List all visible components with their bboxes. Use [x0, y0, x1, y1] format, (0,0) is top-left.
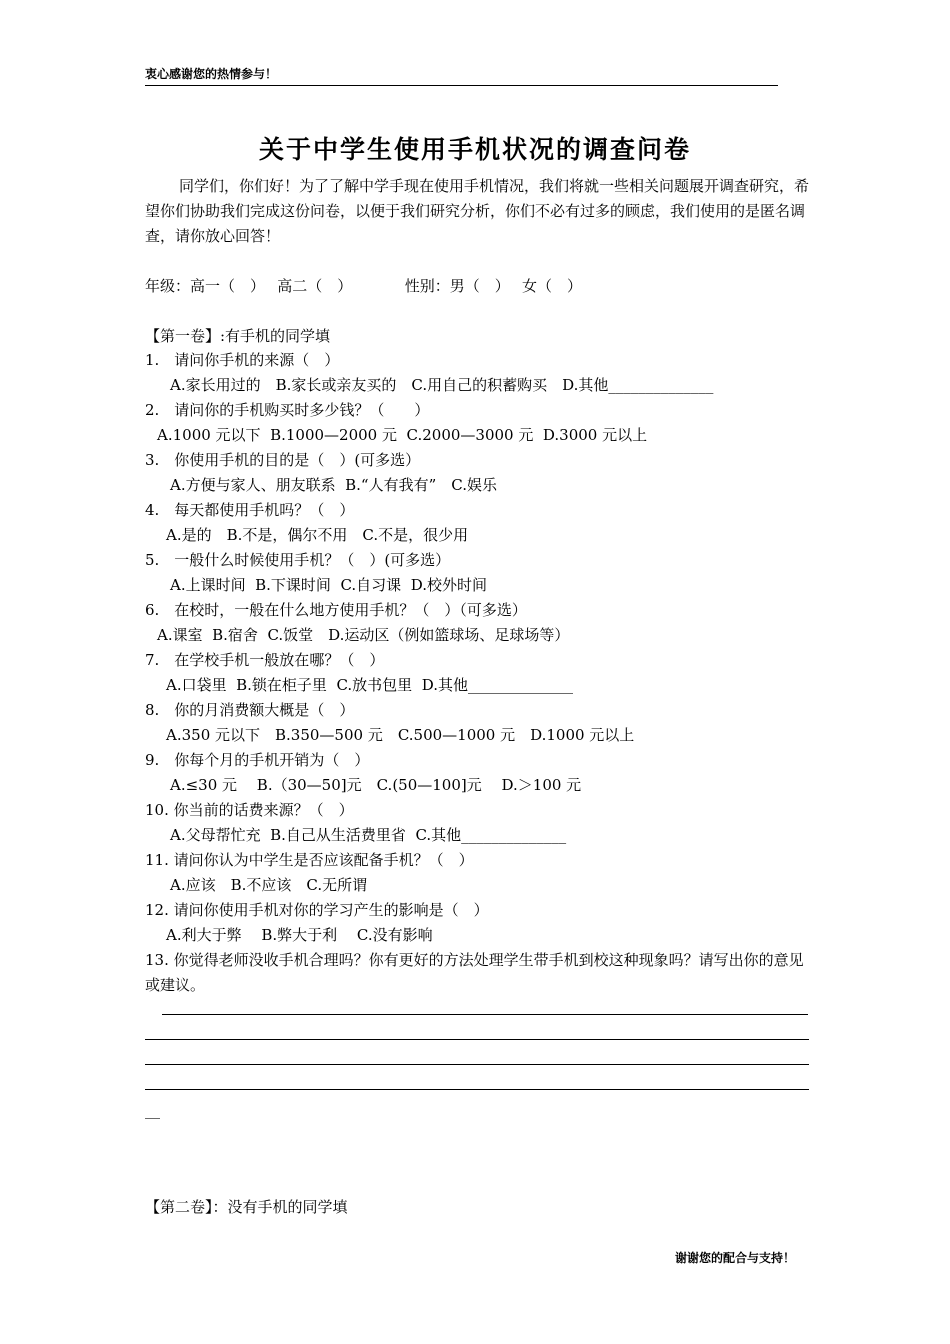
question-5: 5. 一般什么时候使用手机？（ ）(可多选） [145, 551, 451, 569]
question-12-options[interactable]: A.利大于弊 B.弊大于利 C.没有影响 [166, 926, 433, 944]
page-header: 衷心感谢您的热情参与！ [145, 64, 778, 86]
question-2: 2. 请问你的手机购买时多少钱？（ ） [145, 401, 430, 419]
intro-paragraph: 同学们，你们好！为了了解中学手现在使用手机情况，我们将就一些相关问题展开调查研究，希望你们协助我们完成这份问卷，以便于我们研究分析，你们不必有过多的顾虑，我们使用的是匿名调查，请你放心回答！ [145, 177, 810, 245]
question-8-options[interactable]: A.350 元以下 B.350—500 元 C.500—1000 元 D.1000 元以上 [166, 726, 635, 744]
question-12: 12. 请问你使用手机对你的学习产生的影响是（ ） [145, 901, 489, 919]
question-11: 11. 请问你认为中学生是否应该配备手机？（ ） [145, 851, 474, 869]
answer-line-3[interactable] [145, 1064, 809, 1065]
question-9: 9. 你每个月的手机开销为（ ） [145, 751, 370, 769]
question-10-options[interactable]: A.父母帮忙充 B.自己从生活费里省 C.其他______________ [170, 826, 567, 844]
question-5-options[interactable]: A.上课时间 B.下课时间 C.自习课 D.校外时间 [170, 576, 487, 594]
question-10: 10. 你当前的话费来源？（ ） [145, 801, 354, 819]
section-2-heading: 【第二卷】：没有手机的同学填 [145, 1198, 348, 1216]
question-4: 4. 每天都使用手机吗？（ ） [145, 501, 355, 519]
question-11-options[interactable]: A.应该 B.不应该 C.无所谓 [170, 876, 368, 894]
question-3: 3. 你使用手机的目的是（ ）(可多选） [145, 451, 421, 469]
question-3-options[interactable]: A.方便与家人、朋友联系 B.“人有我有” C.娱乐 [170, 476, 497, 494]
question-6-options[interactable]: A.课室 B.宿舍 C.饭堂 D.运动区（例如篮球场、足球场等） [157, 626, 570, 644]
question-9-options[interactable]: A.≤30 元 B.（30—50]元 C.(50—100]元 D.＞100 元 [170, 776, 582, 794]
question-7-options[interactable]: A.口袋里 B.锁在柜子里 C.放书包里 D.其他______________ [166, 676, 573, 694]
section-1-heading: 【第一卷】:有手机的同学填 [145, 327, 331, 345]
question-13: 13. 你觉得老师没收手机合理吗？你有更好的方法处理学生带手机到校这种现象吗？请写出你的意见或建议。 [145, 951, 804, 994]
answer-line-tail: __ [145, 1101, 160, 1119]
question-4-options[interactable]: A.是的 B.不是，偶尔不用 C.不是，很少用 [166, 526, 469, 544]
page-title: 关于中学生使用手机状况的调查问卷 [258, 135, 691, 164]
question-8: 8. 你的月消费额大概是（ ） [145, 701, 355, 719]
answer-line-2[interactable] [145, 1039, 809, 1040]
answer-line-4[interactable] [145, 1089, 809, 1090]
question-2-options[interactable]: A.1000 元以下 B.1000—2000 元 C.2000—3000 元 D.3000 元以上 [157, 426, 648, 444]
answer-line-1[interactable] [162, 1014, 808, 1015]
question-1-options[interactable]: A.家长用过的 B.家长或亲友买的 C.用自己的积蓄购买 D.其他______________ [170, 376, 714, 394]
question-7: 7. 在学校手机一般放在哪？（ ） [145, 651, 385, 669]
grade-gender-line: 年级：高一（ ） 高二（ ） 性别：男（ ） 女（ ） [145, 277, 583, 295]
question-6: 6. 在校时，一般在什么地方使用手机？（ ）（可多选） [145, 601, 527, 619]
question-1: 1. 请问你手机的来源（ ） [145, 351, 340, 369]
page-footer: 谢谢您的配合与支持！ [674, 1251, 795, 1265]
